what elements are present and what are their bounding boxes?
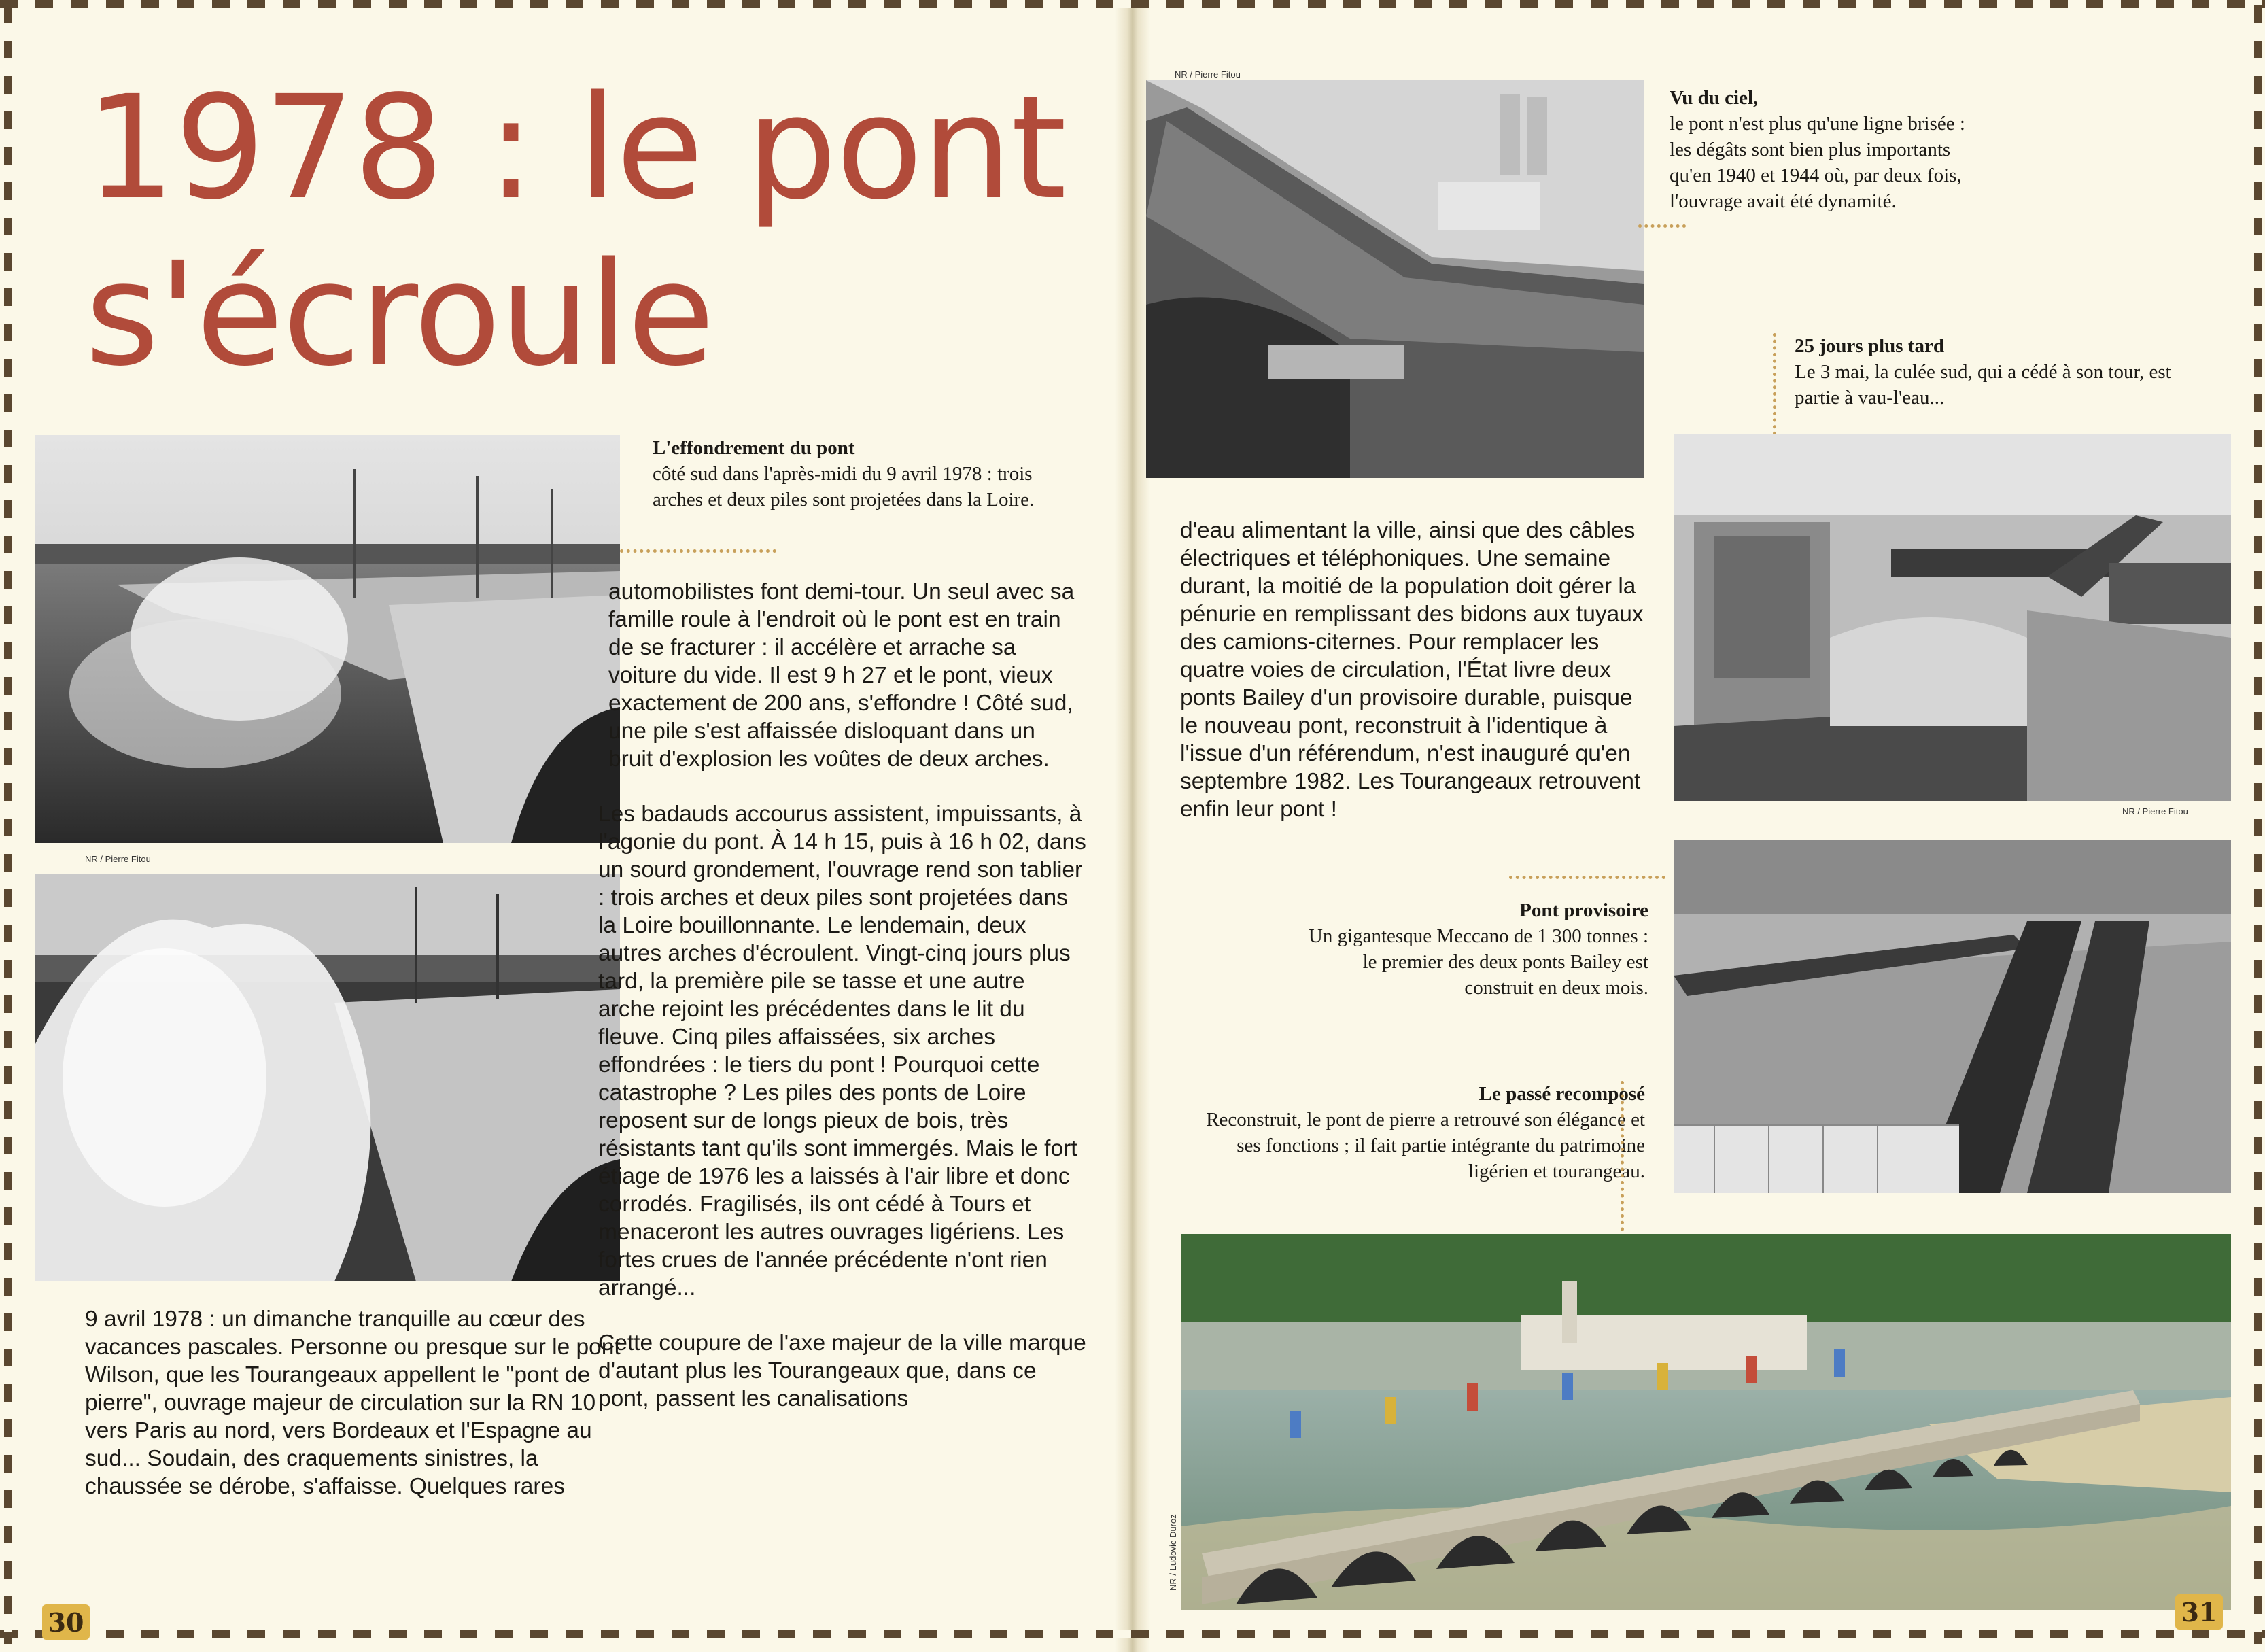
photo-works xyxy=(1674,434,2231,801)
photo-credit-1: NR / Pierre Fitou xyxy=(85,854,151,864)
caption-ciel xyxy=(1670,85,1969,214)
article-title: 1978 : le pont s'écroule xyxy=(85,65,1066,398)
left-border xyxy=(4,5,12,1644)
body-column-1 xyxy=(85,1305,622,1500)
photo-bailey xyxy=(1674,840,2231,1193)
photo-credit-aerial: NR / Pierre Fitou xyxy=(1175,69,1241,80)
caption-passe-text: Reconstruit, le pont de pierre a retrouvé son élégance et ses fonctions ; il fait partie intégrante du patrimoine ligérien et tourangeau. xyxy=(1206,1109,1645,1182)
caption-provisoire-title: Pont provisoire xyxy=(1519,899,1648,921)
dotted-leader-1 xyxy=(620,549,776,553)
body-column-2-para-1: automobilistes font demi-tour. Un seul avec sa famille roule à l'endroit où le pont est en train de se fracturer : il accélère et arrache sa voiture du vide. Il est 9 h 27 et le pont, vieux exactement de 200 ans, s'effondre ! Côté sud, une pile s'est affaissée disloquant dans un bruit d'explosion les voûtes de deux arches. xyxy=(608,579,1075,772)
caption-passe xyxy=(1196,1081,1645,1184)
caption-ciel-title: Vu du ciel, xyxy=(1670,87,1759,109)
page-number-left: 30 xyxy=(42,1604,90,1640)
caption-jours-text: Le 3 mai, la culée sud, qui a cédé à son tour, est partie à vau-l'eau... xyxy=(1795,361,2171,409)
body-column-2 xyxy=(598,578,1088,1413)
top-border xyxy=(0,0,2265,8)
body-column-2-para-2: Les badauds accourus assistent, impuissants, à l'agonie du pont. À 14 h 15, puis à 16 h 02, dans un sourd grondement, l'ouvrage rend son tablier : trois arches et deux piles sont projetées dans la Loire bouillonnante. Le lendemain, deux autres arches d'écroulent. Vingt-cinq jours plus tard, la première pile se tasse et une autre arche rejoint les précédentes dans le lit du fleuve. Cinq piles affaissées, six arches effondrées : le tiers du pont ! Pourquoi cette catastrophe ? Les piles des ponts de Loire reposent sur de longs pieux de bois, très résistants tant qu'ils sont immergés. Mais le fort étiage de 1976 les a laissés à l'air libre et donc corrodés. Fragilisés, ils ont cédé à Tours et menaceront les autres ouvrages ligériens. Les fortes crues de l'année précédente n'ont rien arrangé... xyxy=(598,802,1086,1301)
page-number-right: 31 xyxy=(2175,1594,2223,1630)
caption-passe-title: Le passé recomposé xyxy=(1479,1083,1645,1105)
dotted-leader-5 xyxy=(1621,1081,1624,1258)
dotted-leader-4 xyxy=(1509,876,1665,879)
body-column-2-para-3: Cette coupure de l'axe majeur de la ville marque d'autant plus les Tourangeaux que, dans ce pont, passent les canalisations xyxy=(598,1330,1086,1411)
caption-ciel-text: le pont n'est plus qu'une ligne brisée : les dégâts sont bien plus importants qu'en 1940 et 1944 où, par deux fois, l'ouvrage avait été dynamité. xyxy=(1670,113,1965,212)
photo-rebuilt-bridge xyxy=(1181,1234,2231,1610)
body-column-3 xyxy=(1180,517,1649,823)
photo-collapse-1 xyxy=(35,435,620,843)
photo-credit-color: NR / Ludovic Duroz xyxy=(1168,1514,1178,1591)
caption-effondrement-text: côté sud dans l'après-midi du 9 avril 1978 : trois arches et deux piles sont projetées dans la Loire. xyxy=(653,463,1035,511)
body-column-3-text: d'eau alimentant la ville, ainsi que des câbles électriques et téléphoniques. Une semaine durant, la moitié de la population doit gérer la pénurie en remplissant des bidons aux tuyaux des camions-citernes. Pour remplacer les quatre voies de circulation, l'État livre deux ponts Bailey d'un provisoire durable, puisque le nouveau pont, reconstruit à l'identique à l'issue d'un référendum, n'est inauguré qu'en septembre 1982. Les Tourangeaux retrouvent enfin leur pont ! xyxy=(1180,518,1644,822)
body-column-1-text: 9 avril 1978 : un dimanche tranquille au cœur des vacances pascales. Personne ou presque sur le pont Wilson, que les Tourangeaux appellent le "pont de pierre", ouvrage majeur de circulation sur la RN 10 vers Paris au nord, vers Bordeaux et l'Espagne au sud... Soudain, des craquements sinistres, la chaussée se dérobe, s'affaisse. Quelques rares xyxy=(85,1307,621,1499)
photo-collapse-2 xyxy=(35,874,620,1281)
caption-effondrement xyxy=(653,435,1067,513)
caption-provisoire xyxy=(1298,897,1648,1001)
dotted-leader-3 xyxy=(1773,333,1776,435)
right-border xyxy=(2254,5,2262,1644)
caption-jours-title: 25 jours plus tard xyxy=(1795,335,1944,357)
photo-aerial xyxy=(1146,80,1644,478)
caption-jours xyxy=(1795,333,2175,411)
caption-effondrement-title: L'effondrement du pont xyxy=(653,437,855,459)
caption-provisoire-text: Un gigantesque Meccano de 1 300 tonnes : le premier des deux ponts Bailey est construit en deux mois. xyxy=(1308,925,1648,999)
bottom-border xyxy=(0,1630,2265,1638)
photo-credit-works: NR / Pierre Fitou xyxy=(2122,806,2188,816)
dotted-leader-2 xyxy=(1638,224,1686,228)
